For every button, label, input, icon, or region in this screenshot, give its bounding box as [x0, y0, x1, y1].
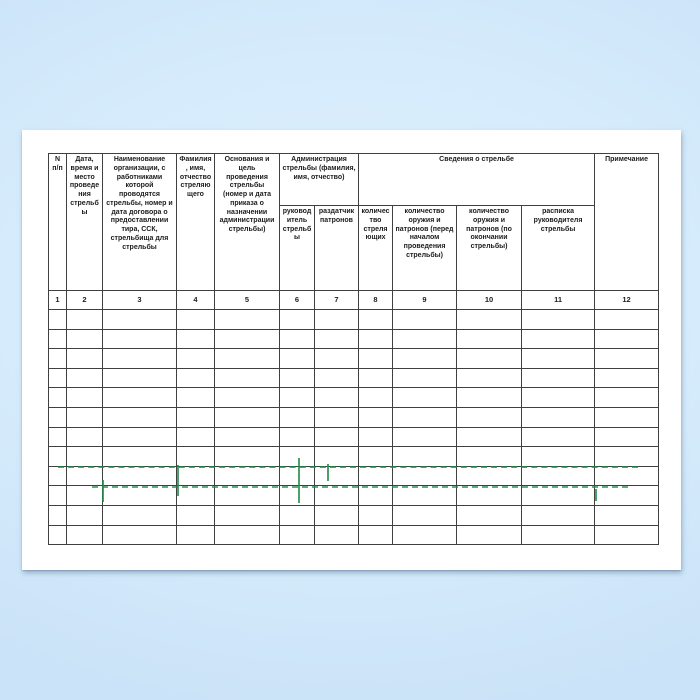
empty-cell	[67, 368, 103, 388]
table-row	[49, 525, 659, 545]
empty-cell	[393, 407, 457, 427]
empty-cell	[393, 368, 457, 388]
empty-cell	[595, 368, 659, 388]
empty-cell	[522, 447, 595, 467]
empty-cell	[457, 388, 522, 408]
document-sheet	[22, 130, 681, 570]
empty-cell	[315, 388, 359, 408]
empty-cell	[595, 349, 659, 369]
empty-cell	[457, 505, 522, 525]
empty-cell	[315, 525, 359, 545]
empty-cell	[457, 349, 522, 369]
empty-cell	[215, 407, 280, 427]
header-group-administration: Администрация стрельбы (фамилия, имя, отчество)	[280, 154, 359, 206]
header-cell-notes: Примечание	[595, 154, 659, 291]
table-row	[49, 466, 659, 486]
empty-cell	[177, 368, 215, 388]
header-group-shooting-info: Сведения о стрельбе	[359, 154, 595, 206]
empty-cell	[103, 466, 177, 486]
empty-cell	[177, 349, 215, 369]
empty-cell	[522, 525, 595, 545]
empty-cell	[359, 466, 393, 486]
table-row	[49, 407, 659, 427]
empty-cell	[359, 329, 393, 349]
column-number-cell: 8	[359, 291, 393, 310]
header-cell-number: N п/п	[49, 154, 67, 291]
empty-cell	[49, 486, 67, 506]
empty-cell	[595, 486, 659, 506]
header-cell-weapons-before: количество оружия и патронов (перед началом проведения стрельбы)	[393, 206, 457, 291]
empty-cell	[67, 310, 103, 330]
header-cell-ammo-dispenser: раздатчик патронов	[315, 206, 359, 291]
column-number-cell: 1	[49, 291, 67, 310]
empty-cell	[280, 349, 315, 369]
empty-cell	[215, 329, 280, 349]
empty-cell	[457, 427, 522, 447]
empty-cell	[67, 329, 103, 349]
empty-cell	[280, 525, 315, 545]
empty-cell	[595, 525, 659, 545]
empty-cell	[67, 505, 103, 525]
empty-cell	[595, 329, 659, 349]
table-row	[49, 505, 659, 525]
empty-cell	[522, 349, 595, 369]
empty-cell	[359, 447, 393, 467]
shooting-log-table	[48, 153, 659, 545]
empty-cell	[393, 427, 457, 447]
empty-cell	[177, 447, 215, 467]
empty-cell	[457, 310, 522, 330]
empty-cell	[393, 466, 457, 486]
empty-cell	[522, 329, 595, 349]
empty-cell	[359, 505, 393, 525]
empty-cell	[177, 505, 215, 525]
empty-cell	[103, 329, 177, 349]
empty-cell	[215, 505, 280, 525]
empty-cell	[49, 368, 67, 388]
empty-cell	[103, 368, 177, 388]
header-cell-grounds: Основания и цель проведения стрельбы (номер и дата приказа о назначении администрации стрельбы)	[215, 154, 280, 291]
column-number-cell: 5	[215, 291, 280, 310]
empty-cell	[457, 486, 522, 506]
empty-cell	[280, 329, 315, 349]
empty-cell	[177, 466, 215, 486]
empty-cell	[280, 310, 315, 330]
empty-cell	[457, 329, 522, 349]
empty-cell	[522, 505, 595, 525]
empty-cell	[49, 525, 67, 545]
empty-cell	[49, 447, 67, 467]
empty-cell	[595, 505, 659, 525]
empty-cell	[393, 349, 457, 369]
header-row-main	[49, 154, 659, 206]
empty-cell	[280, 466, 315, 486]
empty-cell	[315, 349, 359, 369]
empty-cell	[49, 388, 67, 408]
empty-cell	[103, 310, 177, 330]
empty-cell	[359, 368, 393, 388]
empty-cell	[103, 525, 177, 545]
empty-cell	[280, 447, 315, 467]
empty-cell	[315, 368, 359, 388]
empty-cell	[103, 349, 177, 369]
empty-cell	[457, 447, 522, 467]
column-number-cell: 2	[67, 291, 103, 310]
empty-cell	[522, 486, 595, 506]
empty-cell	[67, 407, 103, 427]
table-row	[49, 486, 659, 506]
table-row	[49, 310, 659, 330]
empty-cell	[315, 505, 359, 525]
empty-cell	[177, 329, 215, 349]
empty-cell	[49, 466, 67, 486]
empty-cell	[595, 310, 659, 330]
empty-cell	[177, 427, 215, 447]
empty-cell	[103, 486, 177, 506]
empty-cell	[359, 525, 393, 545]
empty-cell	[103, 427, 177, 447]
empty-cell	[103, 407, 177, 427]
empty-cell	[393, 525, 457, 545]
header-cell-weapons-after: количество оружия и патронов (по окончании стрельбы)	[457, 206, 522, 291]
empty-cell	[315, 310, 359, 330]
table-row	[49, 427, 659, 447]
empty-cell	[177, 310, 215, 330]
empty-cell	[522, 466, 595, 486]
empty-cell	[393, 447, 457, 467]
empty-cell	[315, 329, 359, 349]
empty-cell	[522, 407, 595, 427]
empty-cell	[522, 368, 595, 388]
empty-cell	[595, 407, 659, 427]
header-cell-leader-signature: расписка руководителя стрельбы	[522, 206, 595, 291]
empty-cell	[359, 427, 393, 447]
empty-cell	[595, 447, 659, 467]
column-number-row	[49, 291, 659, 310]
empty-cell	[49, 310, 67, 330]
header-cell-organization: Наименование организации, с работниками которой проводятся стрельбы, номер и дата договора о предоставлении тира, ССК, стрельбища для стрельбы	[103, 154, 177, 291]
empty-cell	[177, 407, 215, 427]
empty-cell	[67, 349, 103, 369]
empty-cell	[595, 388, 659, 408]
empty-cell	[67, 466, 103, 486]
empty-cell	[103, 388, 177, 408]
empty-cell	[103, 447, 177, 467]
column-number-cell: 12	[595, 291, 659, 310]
empty-cell	[177, 486, 215, 506]
empty-cell	[215, 486, 280, 506]
column-number-cell: 6	[280, 291, 315, 310]
empty-cell	[215, 368, 280, 388]
empty-cell	[67, 447, 103, 467]
empty-cell	[103, 505, 177, 525]
table-row	[49, 388, 659, 408]
empty-cell	[359, 407, 393, 427]
empty-cell	[315, 427, 359, 447]
empty-cell	[457, 525, 522, 545]
empty-cell	[49, 407, 67, 427]
empty-cell	[315, 466, 359, 486]
empty-cell	[522, 427, 595, 447]
column-number-cell: 4	[177, 291, 215, 310]
empty-cell	[67, 525, 103, 545]
empty-cell	[393, 329, 457, 349]
empty-cell	[67, 427, 103, 447]
empty-cell	[215, 525, 280, 545]
table-row	[49, 447, 659, 467]
empty-cell	[315, 486, 359, 506]
empty-cell	[595, 427, 659, 447]
empty-cell	[393, 486, 457, 506]
column-number-cell: 3	[103, 291, 177, 310]
table-row	[49, 349, 659, 369]
empty-cell	[215, 427, 280, 447]
empty-cell	[280, 427, 315, 447]
empty-cell	[49, 427, 67, 447]
empty-cell	[359, 486, 393, 506]
empty-cell	[49, 329, 67, 349]
header-cell-date-place: Дата, время и место проведения стрельбы	[67, 154, 103, 291]
empty-cell	[457, 368, 522, 388]
empty-cell	[280, 486, 315, 506]
empty-cell	[359, 349, 393, 369]
empty-cell	[457, 407, 522, 427]
empty-cell	[457, 466, 522, 486]
empty-cell	[522, 310, 595, 330]
empty-cell	[215, 349, 280, 369]
empty-cell	[522, 388, 595, 408]
empty-cell	[393, 388, 457, 408]
empty-cell	[280, 388, 315, 408]
empty-cell	[67, 486, 103, 506]
empty-cell	[67, 388, 103, 408]
table-row	[49, 368, 659, 388]
column-number-cell: 11	[522, 291, 595, 310]
empty-cell	[595, 466, 659, 486]
empty-cell	[280, 368, 315, 388]
empty-cell	[280, 407, 315, 427]
empty-cell	[215, 388, 280, 408]
empty-cell	[280, 505, 315, 525]
header-cell-shooting-leader: руководитель стрельбы	[280, 206, 315, 291]
empty-cell	[393, 310, 457, 330]
empty-cell	[49, 349, 67, 369]
empty-cell	[215, 447, 280, 467]
empty-cell	[215, 310, 280, 330]
empty-cell	[215, 466, 280, 486]
empty-cell	[315, 407, 359, 427]
empty-cell	[49, 505, 67, 525]
empty-cell	[359, 310, 393, 330]
empty-cell	[177, 525, 215, 545]
column-number-cell: 10	[457, 291, 522, 310]
empty-cell	[393, 505, 457, 525]
empty-cell	[315, 447, 359, 467]
empty-cell	[359, 388, 393, 408]
header-cell-shooter-name: Фамилия, имя, отчество стреляющего	[177, 154, 215, 291]
column-number-cell: 9	[393, 291, 457, 310]
table-row	[49, 329, 659, 349]
column-number-cell: 7	[315, 291, 359, 310]
empty-cell	[177, 388, 215, 408]
header-cell-shooter-count: количество стреляющих	[359, 206, 393, 291]
